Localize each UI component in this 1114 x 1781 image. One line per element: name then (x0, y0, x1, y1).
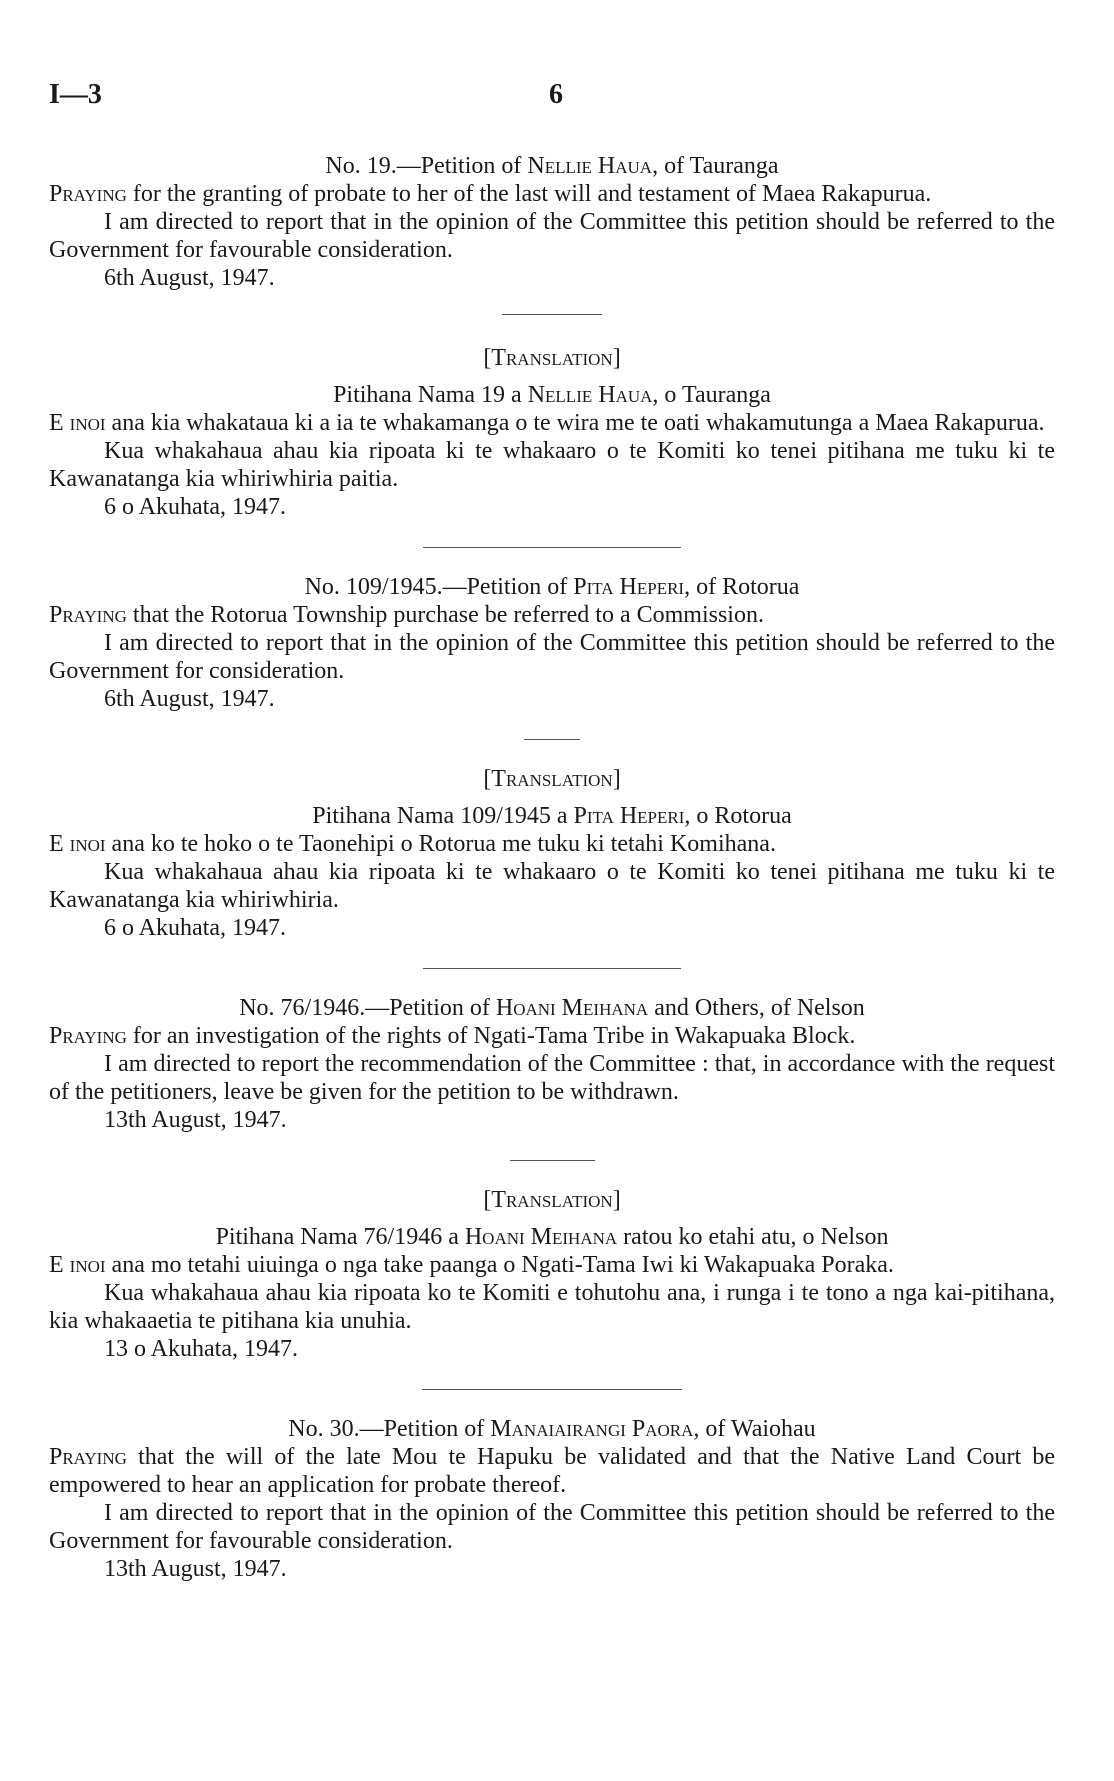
section-divider (524, 739, 580, 740)
section-divider (422, 1389, 682, 1390)
translation-label: [Translation] (483, 1187, 621, 1213)
translation-no-19 (49, 344, 1055, 521)
document-body (49, 146, 1055, 1583)
petition-no-76-1946 (49, 994, 1055, 1134)
report-date: 6th August, 1947. (104, 265, 275, 291)
petition-title: No. 19.—Petition of Nellie Haua, of Tauranga (325, 153, 779, 179)
section-divider (423, 968, 681, 969)
petition-title: No. 30.—Petition of Manaiairangi Paora, of Waiohau (288, 1416, 816, 1442)
petition-prayer: E inoi ana mo tetahi uiuinga o nga take paanga o Ngati-Tama Iwi ki Wakapuaka Poraka. (49, 1252, 894, 1278)
report-date: 6 o Akuhata, 1947. (104, 494, 286, 520)
petition-no-19 (49, 152, 1055, 292)
committee-report: I am directed to report the recommendation of the Committee : that, in accordance with the request of the petitioners, leave be given for the petition to be withdrawn. (49, 1051, 1055, 1105)
petition-prayer: E inoi ana kia whakataua ki a ia te whakamanga o te wira me te oati whakamutunga a Maea Rakapurua. (49, 410, 1045, 436)
petition-no-109-1945 (49, 573, 1055, 713)
committee-report: Kua whakahaua ahau kia ripoata ko te Komiti e tohutohu ana, i runga i te tono a nga kai-pitihana, kia whakaaetia te pitihana kia unuhia. (49, 1280, 1055, 1334)
section-divider (510, 1160, 595, 1161)
petition-no-30 (49, 1415, 1055, 1583)
petition-prayer: E inoi ana ko te hoko o te Taonehipi o Rotorua me tuku ki tetahi Komihana. (49, 831, 776, 857)
page-header (49, 81, 1065, 115)
petition-prayer: Praying for an investigation of the rights of Ngati-Tama Tribe in Wakapuaka Block. (49, 1023, 856, 1049)
committee-report: I am directed to report that in the opinion of the Committee this petition should be referred to the Government for favourable consideration. (49, 1500, 1055, 1554)
petition-title: Pitihana Nama 76/1946 a Hoani Meihana ratou ko etahi atu, o Nelson (215, 1224, 889, 1250)
section-divider (502, 314, 602, 315)
petition-prayer: Praying for the granting of probate to her of the last will and testament of Maea Rakapurua. (49, 181, 932, 207)
petition-prayer: Praying that the will of the late Mou te Hapuku be validated and that the Native Land Court be empowered to hear an application for probate thereof. (49, 1444, 1055, 1498)
report-date: 13th August, 1947. (104, 1107, 287, 1133)
translation-no-109-1945 (49, 765, 1055, 942)
report-date: 13 o Akuhata, 1947. (104, 1336, 298, 1362)
petition-title: Pitihana Nama 19 a Nellie Haua, o Tauranga (333, 382, 771, 408)
translation-label: [Translation] (483, 345, 621, 371)
committee-report: Kua whakahaua ahau kia ripoata ki te whakaaro o te Komiti ko tenei pitihana me tuku ki te Kawanatanga kia whiriwhiria paitia. (49, 438, 1055, 492)
petition-title: No. 76/1946.—Petition of Hoani Meihana and Others, of Nelson (239, 995, 865, 1021)
translation-no-76-1946 (49, 1186, 1055, 1363)
section-divider (423, 547, 681, 548)
page-number: 6 (549, 79, 563, 110)
committee-report: I am directed to report that in the opinion of the Committee this petition should be referred to the Government for favourable consideration. (49, 209, 1055, 263)
translation-label: [Translation] (483, 766, 621, 792)
petition-title: Pitihana Nama 109/1945 a Pita Heperi, o Rotorua (312, 803, 792, 829)
committee-report: Kua whakahaua ahau kia ripoata ki te whakaaro o te Komiti ko tenei pitihana me tuku ki te Kawanatanga kia whiriwhiria. (49, 859, 1055, 913)
report-date: 6th August, 1947. (104, 686, 275, 712)
petition-prayer: Praying that the Rotorua Township purchase be referred to a Commission. (49, 602, 764, 628)
document-reference: I—3 (49, 79, 102, 110)
committee-report: I am directed to report that in the opinion of the Committee this petition should be referred to the Government for consideration. (49, 630, 1055, 684)
report-date: 6 o Akuhata, 1947. (104, 915, 286, 941)
report-date: 13th August, 1947. (104, 1556, 287, 1582)
petition-title: No. 109/1945.—Petition of Pita Heperi, of Rotorua (304, 574, 800, 600)
